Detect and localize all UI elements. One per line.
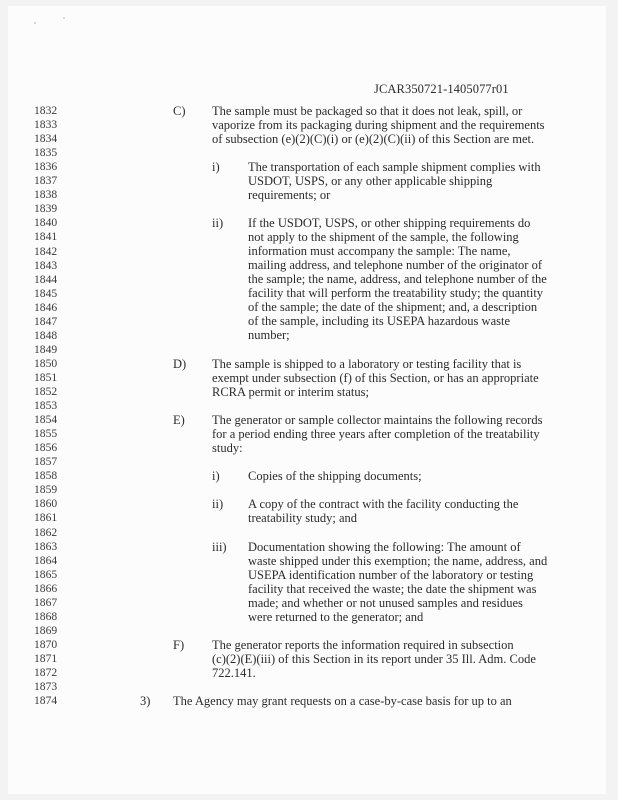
- text-line: USEPA identification number of the laboratory or testing: [248, 567, 534, 582]
- line-number: 1840: [34, 216, 58, 230]
- line-number: 1858: [34, 469, 58, 483]
- line-number: 1844: [34, 272, 58, 286]
- line-number: 1851: [34, 370, 58, 384]
- line-number: 1839: [34, 202, 58, 216]
- line-number: 1856: [34, 441, 58, 455]
- line-number: 1869: [34, 623, 58, 637]
- line-number: 1837: [34, 174, 58, 188]
- line-number: 1867: [34, 595, 58, 609]
- text-line: study:: [212, 441, 243, 456]
- line-number: 1865: [34, 567, 58, 581]
- text-line: Documentation showing the following: The amount of: [248, 539, 521, 554]
- line-number: 1873: [34, 680, 58, 694]
- text-line: A copy of the contract with the facility conducting the: [248, 497, 519, 512]
- line-number: 1841: [34, 230, 58, 244]
- text-line: If the USDOT, USPS, or other shipping requirements do: [248, 216, 531, 231]
- item-text-f: [212, 638, 536, 680]
- text-line: The sample is shipped to a laboratory or testing facility that is: [212, 356, 522, 371]
- item-marker-f: F): [173, 637, 185, 652]
- line-number: 1833: [34, 118, 58, 132]
- scan-speck: [63, 17, 65, 19]
- line-number: 1846: [34, 300, 58, 314]
- line-number: 1834: [34, 132, 58, 146]
- text-line: The generator or sample collector maintains the following records: [212, 413, 543, 428]
- item-marker-e: E): [173, 413, 185, 428]
- item-marker-3: 3): [140, 694, 151, 709]
- item-marker-e-iii: iii): [212, 539, 227, 554]
- document-page: [8, 6, 606, 794]
- text-line: The transportation of each sample shipment complies with: [248, 160, 541, 175]
- item-text-d: [212, 357, 539, 399]
- line-number: 1870: [34, 637, 58, 651]
- text-line: were returned to the generator; and: [248, 609, 424, 624]
- text-line: made; and whether or not unused samples and residues: [248, 595, 523, 610]
- text-line: waste shipped under this exemption; the name, address, and: [248, 553, 548, 568]
- line-number: 1872: [34, 666, 58, 679]
- text-line: Copies of the shipping documents;: [248, 469, 422, 484]
- item-marker-e-i: i): [212, 469, 220, 484]
- text-line: The Agency may grant requests on a case-by-case basis for up to an: [173, 694, 512, 709]
- line-number: 1874: [34, 694, 58, 708]
- text-line: not apply to the shipment of the sample, the following: [248, 230, 519, 245]
- line-number: 1835: [34, 146, 58, 160]
- item-text-c-ii: [248, 216, 547, 342]
- item-marker-e-ii: ii): [212, 497, 224, 512]
- text-line: vaporize from its packaging during shipment and the requirements: [212, 118, 545, 132]
- item-text-c: [212, 104, 545, 146]
- line-number: 1848: [34, 328, 58, 342]
- text-line: requirements; or: [248, 188, 331, 203]
- item-text-e-iii: [248, 540, 547, 624]
- text-line: of the sample, including its USEPA hazardous waste: [248, 314, 511, 329]
- item-text-e: [212, 413, 542, 455]
- text-line: USDOT, USPS, or any other applicable shipping: [248, 174, 493, 189]
- document-reference: JCAR350721-1405077r01: [374, 82, 509, 96]
- line-number: 1832: [34, 104, 58, 117]
- line-number: 1843: [34, 258, 58, 272]
- line-number: 1863: [34, 539, 58, 553]
- line-number: 1859: [34, 483, 58, 497]
- line-number: 1861: [34, 511, 58, 525]
- item-text-3: [173, 694, 512, 708]
- line-number: 1849: [34, 342, 58, 356]
- line-number: 1857: [34, 455, 58, 469]
- text-line: RCRA permit or interim status;: [212, 384, 369, 399]
- line-number: 1855: [34, 427, 58, 441]
- text-line: number;: [248, 328, 290, 343]
- line-number: 1836: [34, 160, 58, 174]
- text-line: exempt under subsection (f) of this Section, or has an appropriate: [212, 370, 539, 385]
- line-number: 1871: [34, 651, 58, 665]
- text-line: treatability study; and: [248, 511, 358, 526]
- item-text-e-i: [248, 469, 422, 483]
- text-line: mailing address, and telephone number of the originator of: [248, 258, 543, 273]
- line-number: 1850: [34, 356, 58, 370]
- text-line: (c)(2)(E)(iii) of this Section in its report under 35 Ill. Adm. Code: [212, 651, 536, 666]
- line-number: 1866: [34, 581, 58, 595]
- line-number: 1860: [34, 497, 58, 511]
- text-line: The generator reports the information required in subsection: [212, 637, 514, 652]
- line-number: 1862: [34, 525, 58, 539]
- line-number: 1854: [34, 413, 58, 427]
- item-text-e-ii: [248, 497, 518, 525]
- line-number: 1864: [34, 553, 58, 567]
- item-marker-c: C): [173, 104, 186, 118]
- text-line: 722.141.: [212, 665, 256, 680]
- item-marker-c-ii: ii): [212, 216, 224, 231]
- item-marker-d: D): [173, 356, 187, 371]
- line-number: 1868: [34, 609, 58, 623]
- item-text-c-i: [248, 160, 541, 202]
- text-line: of the sample; the date of the shipment; and, a description: [248, 300, 538, 315]
- text-line: The sample must be packaged so that it does not leak, spill, or: [212, 104, 523, 118]
- line-number: 1852: [34, 385, 58, 398]
- scan-speck: [34, 22, 36, 24]
- line-number: 1845: [34, 286, 58, 300]
- text-line: information must accompany the sample: The name,: [248, 244, 511, 259]
- text-line: the sample; the name, address, and telephone number of the: [248, 272, 547, 287]
- line-number: 1838: [34, 188, 58, 202]
- text-line: facility that received the waste; the date the shipment was: [248, 581, 537, 596]
- text-line: facility that will perform the treatability study; the quantity: [248, 286, 544, 301]
- line-number: 1847: [34, 314, 58, 328]
- text-line: for a period ending three years after completion of the treatability: [212, 427, 540, 442]
- item-marker-c-i: i): [212, 160, 220, 175]
- line-number: 1842: [34, 244, 58, 258]
- line-number: 1853: [34, 399, 58, 413]
- text-line: of subsection (e)(2)(C)(i) or (e)(2)(C)(ii) of this Section are met.: [212, 132, 535, 146]
